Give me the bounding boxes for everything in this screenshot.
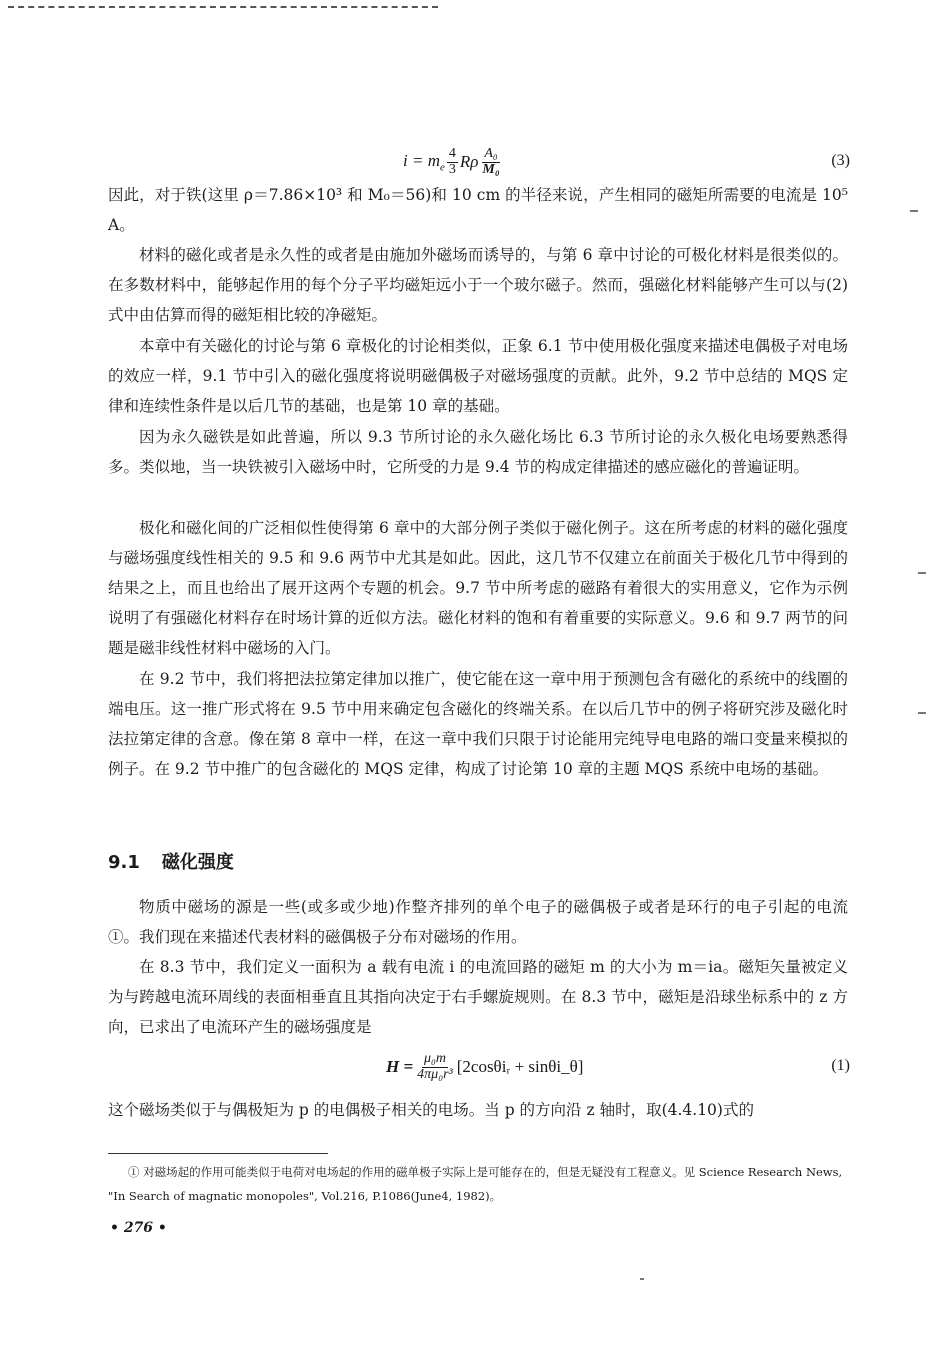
eq3-sub: e [439, 161, 445, 174]
paragraph-8: 在 8.3 节中，我们定义一面积为 a 载有电流 i 的电流回路的磁矩 m 的大小为 m＝ia。磁矩矢量被定义为与跨越电流环周线的表面相垂直且其指向决定于右手螺旋规则。在 8.3 节中，磁矩是沿球坐标系中的 z 方向，已求出了电流环产生的磁场强度是 [108, 958, 848, 1036]
footnote: ① 对磁场起的作用可能类似于电荷对电场起的作用的磁单极子实际上是可能存在的，但是无疑没有工程意义。见 Science Research News, "In Search of magnatic monopoles", Vol.216, P.1086(June4, 1982)。 [108, 1165, 843, 1203]
equation-1 [0, 1045, 952, 1089]
footnote-rule [108, 1153, 328, 1154]
scan-speck [918, 712, 926, 714]
eq3-mid: Rρ [459, 152, 479, 171]
scan-speck [918, 572, 926, 574]
section-heading [108, 848, 234, 874]
paragraph-9: 这个磁场类似于与偶极矩为 p 的电偶极子相关的电场。当 p 的方向沿 z 轴时，取(4.4.10)式的 [108, 1101, 754, 1119]
eq3-frac1-num: 4 [448, 145, 456, 161]
section-title: 磁化强度 [161, 852, 234, 873]
eq3-fraction-1 [447, 147, 458, 177]
eq1-frac-den: 4πμ₀r³ [417, 1066, 453, 1082]
paragraph-4: 因为永久磁铁是如此普遍，所以 9.3 节所讨论的永久磁化场比 6.3 节所讨论的永久极化电场要熟悉得多。类似地，当一块铁被引入磁场中时，它所受的力是 9.4 节的构成定律描述的感应磁化的普遍证明。 [108, 428, 848, 476]
paragraph-2: 材料的磁化或者是永久性的或者是由施加外磁场而诱导的，与第 6 章中讨论的可极化材料是很类似的。在多数材料中，能够起作用的每个分子平均磁矩远小于一个玻尔磁子。然而，强磁化材料能够产生可以与(2)式中由估算而得的磁矩相比较的净磁矩。 [108, 246, 848, 324]
eq1-fraction [415, 1052, 455, 1082]
eq1-rhs: [2cosθiᵣ + sinθi_θ] [456, 1057, 584, 1076]
paragraph-6: 在 9.2 节中，我们将把法拉第定律加以推广，使它能在这一章中用于预测包含有磁化的系统中的线圈的端电压。这一推广形式将在 9.5 节中用来确定包含磁化的终端关系。在以后几节中的例子将研究涉及磁化时法拉第定律的含意。像在第 8 章中一样，在这一章中我们只限于讨论能用完纯导电电路的端口变量来模拟的例子。在 9.2 节中推广的包含磁化的 MQS 定律，构成了讨论第 10 章的主题 MQS 系统中电场的基础。 [108, 670, 848, 778]
scan-speck [910, 210, 918, 212]
eq3-fraction-2 [480, 147, 501, 177]
header-dashed-rule [8, 6, 438, 8]
eq1-lhs: H = [386, 1057, 414, 1076]
eq3-frac2-den: M₀ [482, 161, 500, 177]
equation-3 [0, 140, 952, 184]
eq1-frac-num: μ₀m [423, 1050, 446, 1066]
eq1-number: (1) [831, 1057, 850, 1074]
eq3-frac2-num: A₀ [484, 145, 498, 161]
page-number: • 276 • [110, 1220, 167, 1236]
eq3-number: (3) [831, 152, 850, 169]
paragraph-1: 因此，对于铁(这里 ρ＝7.86×10³ 和 M₀＝56)和 10 cm 的半径来说，产生相同的磁矩所需要的电流是 10⁵ A。 [108, 186, 848, 234]
paragraph-3: 本章中有关磁化的讨论与第 6 章极化的讨论相类似，正象 6.1 节中使用极化强度来描述电偶极子对电场的效应一样，9.1 节中引入的磁化强度将说明磁偶极子对磁场强度的贡献。此外，9.2 节中总结的 MQS 定律和连续性条件是以后几节的基础，也是第 10 章的基础。 [108, 337, 848, 415]
scan-speck [640, 1278, 644, 1280]
eq3-frac1-den: 3 [448, 161, 456, 177]
eq3-lhs: i = m [403, 150, 440, 170]
paragraph-7: 物质中磁场的源是一些(或多或少地)作整齐排列的单个电子的磁偶极子或者是环行的电子引起的电流①。我们现在来描述代表材料的磁偶极子分布对磁场的作用。 [108, 898, 848, 946]
section-number: 9.1 [108, 852, 140, 873]
paragraph-5: 极化和磁化间的广泛相似性使得第 6 章中的大部分例子类似于磁化例子。这在所考虑的材料的磁化强度与磁场强度线性相关的 9.5 和 9.6 两节中尤其是如此。因此，这几节不仅建立在前面关于极化几节中得到的结果之上，而且也给出了展开这两个专题的机会。9.7 节中所考虑的磁路有着很大的实用意义，它作为示例说明了有强磁化材料存在时场计算的近似方法。磁化材料的饱和有着重要的实际意义。9.6 和 9.7 两节的问题是磁非线性材料中磁场的入门。 [108, 519, 848, 657]
